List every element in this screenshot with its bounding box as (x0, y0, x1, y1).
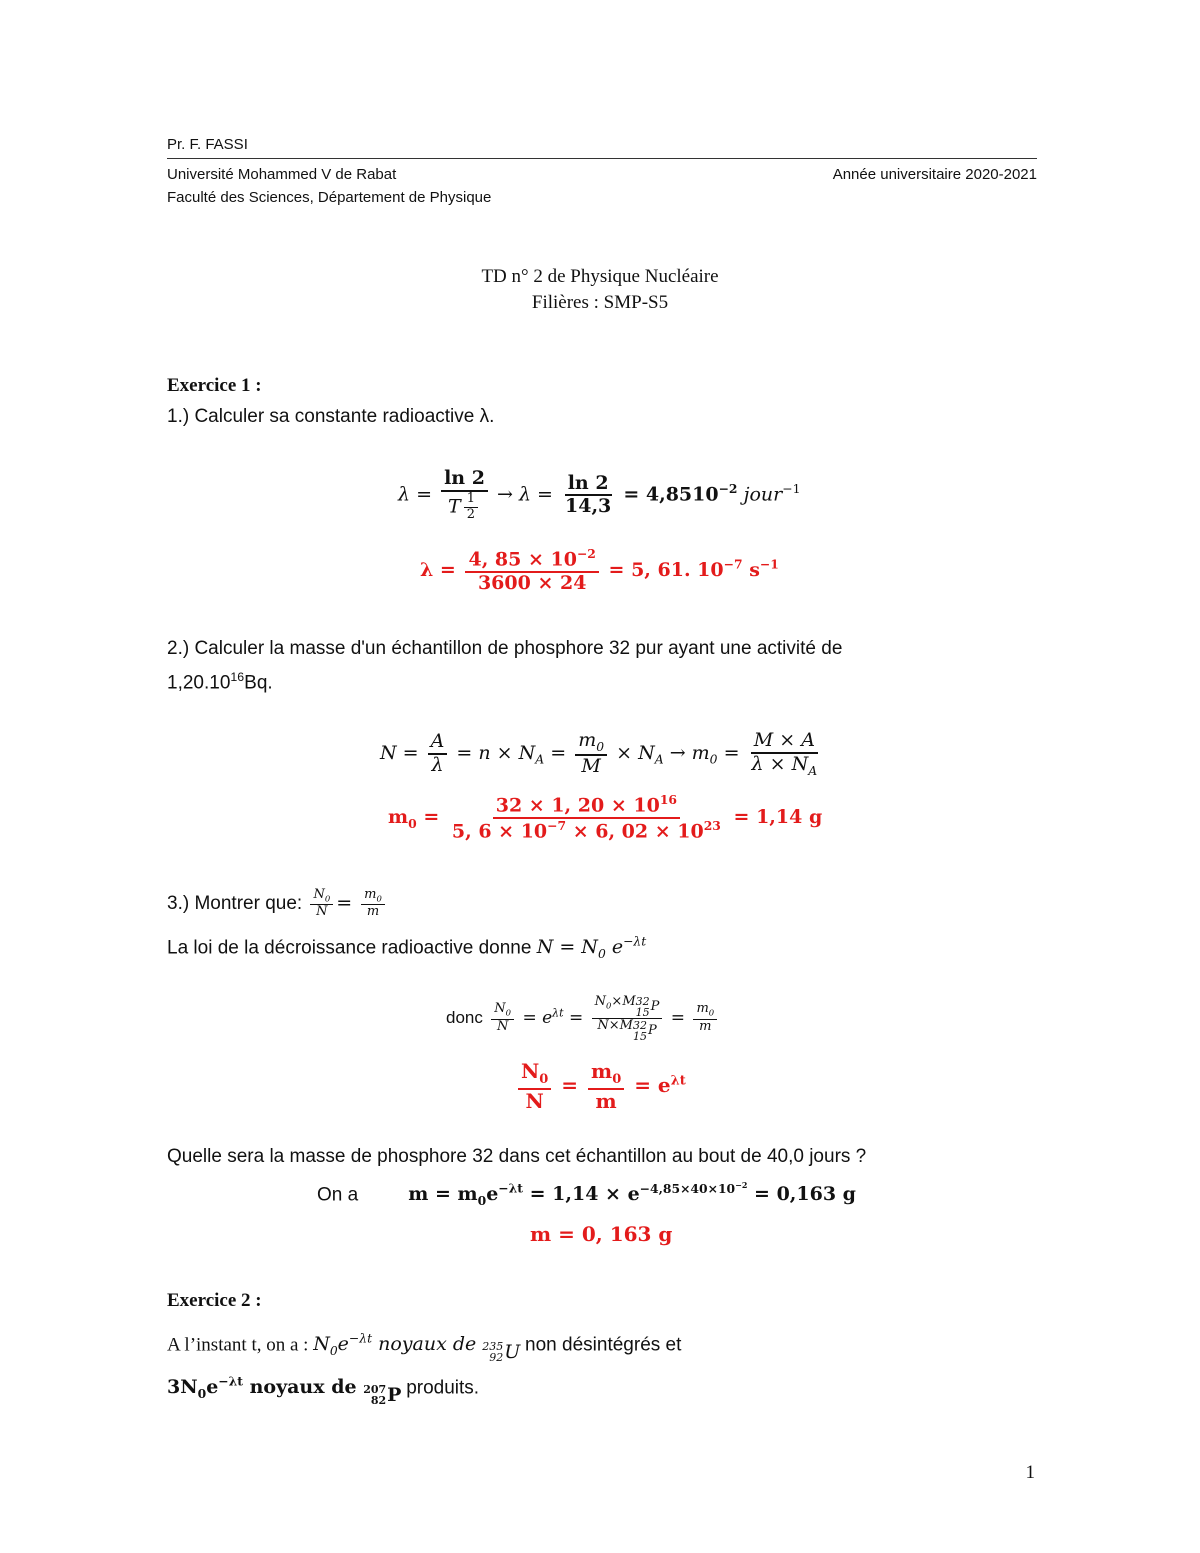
equation-mass-result: $m_0$ = $\frac{32 \times 1, 20 \times 10^{16}}{5, 6 \times 10^{-7} \times 6, 02 \times 10^{23}}$ = 1,14 g (388, 792, 823, 843)
author-name: Pr. F. FASSI (167, 136, 248, 153)
question-2-line-2: 1,20.10$^{16}$Bq. (167, 670, 273, 694)
equation-ratio: donc $\frac{N_0}{N}$ = $e^{\lambda t}$ = $N_0\times M$ 32 15 P N×M 32 15 P = $\frac{m_0}{m}$ (446, 995, 720, 1042)
question-3: 3.) Montrer que: $\frac{N_0}{N}$ = $\frac{m_0}{m}$ (167, 888, 388, 920)
exercise-2-line-1: A l’instant t, on a : $N_0e^{-\lambda t}$ noyaux de 235 92 U non désintégrés et (167, 1332, 682, 1365)
equation-lambda: λ = ln 2 T $\frac{1}{2}$ → λ = $\frac{\ln 2}{14,3}$ = $4,8510^{-2}$ jour$^{-1}$ (398, 467, 801, 522)
question-1: 1.) Calculer sa constante radioactive λ. (167, 406, 495, 427)
faculty-name: Faculté des Sciences, Département de Physique (167, 189, 492, 206)
equation-ratio-result: $\frac{N_0}{N}$ = $\frac{m_0}{m}$ = $e^{\lambda t}$ (515, 1060, 686, 1113)
mass-result: m = 0, 163 g (530, 1222, 673, 1246)
exercise-1-heading: Exercice 1 : (167, 375, 262, 396)
equation-mass-decay: On a $m = m_0e^{-\lambda t} = 1,14 \times e^{-4,85\times 40\times 10^{-2}} = 0,163$ g (317, 1180, 856, 1209)
page-number: 1 (1025, 1462, 1035, 1483)
question-4: Quelle sera la masse de phosphore 32 dans cet échantillon au bout de 40,0 jours ? (167, 1146, 867, 1167)
exercise-2-line-2: $3N_0e^{-\lambda t}$ noyaux de 207 82 P produits. (167, 1374, 480, 1408)
equation-lambda-seconds: λ = $\frac{4, 85 \times 10^{-2}}{3600 \times 24}$ = 5, 61. $10^{-7}$ $s^{-1}$ (420, 546, 779, 595)
academic-year: Année universitaire 2020-2021 (832, 166, 1037, 183)
equation-mass-derivation: N = $\frac{A}{\lambda}$ = $n \times N_A$ = $\frac{m_0}{M}$ × $N_A \to m_0$ = $\frac{M \times A}{\lambda \times N_A}$ (380, 729, 818, 778)
header-rule (167, 158, 1037, 159)
question-2-line-1: 2.) Calculer la masse d'un échantillon de phosphore 32 pur ayant une activité de (167, 638, 843, 659)
university-name: Université Mohammed V de Rabat (167, 166, 397, 183)
exercise-2-heading: Exercice 2 : (167, 1290, 262, 1311)
doc-title: TD n° 2 de Physique Nucléaire (481, 266, 719, 287)
decay-law: La loi de la décroissance radioactive donne $N = N_0$ $e^{-\lambda t}$ (167, 935, 647, 962)
doc-subtitle: Filières : SMP-S5 (531, 292, 669, 313)
